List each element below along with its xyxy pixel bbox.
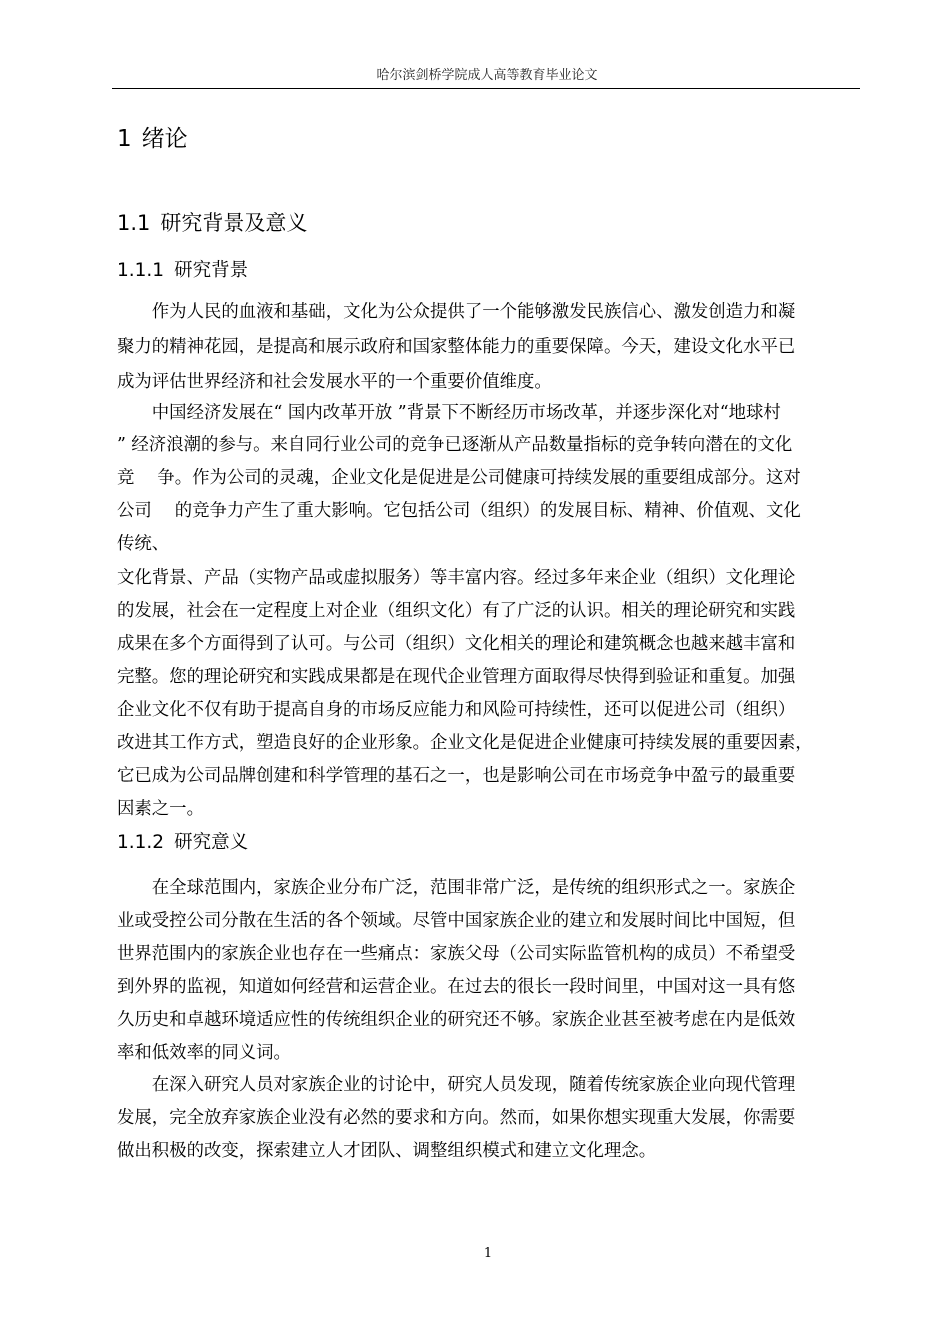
subsection-number: 1.1.1 — [117, 260, 165, 281]
subsection-title: 研究意义 — [174, 832, 249, 853]
body-line: 它已成为公司品牌创建和科学管理的基石之一，也是影响公司在市场竞争中盈亏的最重要 — [117, 766, 796, 786]
body-line: 公司 的竞争力产生了重大影响。它包括公司（组织）的发展目标、精神、价值观、文化 — [117, 501, 801, 521]
section-number: 1.1 — [117, 211, 151, 235]
body-line: 作为人民的血液和基础，文化为公众提供了一个能够激发民族信心、激发创造力和凝 — [117, 302, 796, 322]
subsection-title: 研究背景 — [174, 260, 249, 281]
body-line: 成为评估世界经济和社会发展水平的一个重要价值维度。 — [117, 372, 552, 392]
page-number: 1 — [483, 1246, 493, 1261]
body-line: 成果在多个方面得到了认可。与公司（组织）文化相关的理论和建筑概念也越来越丰富和 — [117, 634, 796, 654]
section-title: 研究背景及意义 — [160, 211, 308, 235]
body-line: 在全球范围内，家族企业分布广泛，范围非常广泛，是传统的组织形式之一。家族企 — [117, 878, 796, 898]
chapter-title: 绪论 — [141, 126, 188, 152]
body-line: 世界范围内的家族企业也存在一些痛点：家族父母（公司实际监管机构的成员）不希望受 — [117, 944, 796, 964]
body-line: 中国经济发展在“ 国内改革开放 ”背景下不断经历市场改革，并逐步深化对“地球村 — [117, 403, 781, 423]
subsection-heading-significance — [117, 828, 248, 858]
body-line: 做出积极的改变，探索建立人才团队、调整组织模式和建立文化理念。 — [117, 1141, 657, 1161]
chapter-heading — [117, 122, 188, 156]
body-line: 完整。您的理论研究和实践成果都是在现代企业管理方面取得尽快得到验证和重复。加强 — [117, 667, 796, 687]
body-line: 率和低效率的同义词。 — [117, 1043, 291, 1063]
body-line: 竞 争。作为公司的灵魂，企业文化是促进是公司健康可持续发展的重要组成部分。这对 — [117, 468, 801, 488]
body-line: 发展，完全放弃家族企业没有必然的要求和方向。然而，如果你想实现重大发展，你需要 — [117, 1108, 796, 1128]
subsection-heading-background — [117, 256, 248, 286]
header-rule — [112, 88, 860, 89]
running-header: 哈尔滨剑桥学院成人高等教育毕业论文 — [376, 68, 598, 83]
section-heading — [117, 207, 307, 239]
body-line: 业或受控公司分散在生活的各个领域。尽管中国家族企业的建立和发展时间比中国短，但 — [117, 911, 796, 931]
body-line: 到外界的监视，知道如何经营和运营企业。在过去的很长一段时间里，中国对这一具有悠 — [117, 977, 796, 997]
body-line: 传统、 — [117, 534, 170, 554]
body-line: ” 经济浪潮的参与。来自同行业公司的竞争已逐渐从产品数量指标的竞争转向潜在的文化 — [117, 435, 793, 455]
body-line: 在深入研究人员对家族企业的讨论中，研究人员发现，随着传统家族企业向现代管理 — [117, 1075, 796, 1095]
subsection-number: 1.1.2 — [117, 832, 165, 853]
body-line: 因素之一。 — [117, 799, 204, 819]
body-line: 聚力的精神花园，是提高和展示政府和国家整体能力的重要保障。今天，建设文化水平已 — [117, 337, 796, 357]
body-line: 久历史和卓越环境适应性的传统组织企业的研究还不够。家族企业甚至被考虑在内是低效 — [117, 1010, 796, 1030]
body-line: 文化背景、产品（实物产品或虚拟服务）等丰富内容。经过多年来企业（组织）文化理论 — [117, 568, 796, 588]
body-line: 改进其工作方式，塑造良好的企业形象。企业文化是促进企业健康可持续发展的重要因素， — [117, 733, 813, 753]
chapter-number: 1 — [117, 126, 132, 152]
body-line: 企业文化不仅有助于提高自身的市场反应能力和风险可持续性，还可以促进公司（组织） — [117, 700, 796, 720]
body-line: 的发展，社会在一定程度上对企业（组织文化）有了广泛的认识。相关的理论研究和实践 — [117, 601, 796, 621]
